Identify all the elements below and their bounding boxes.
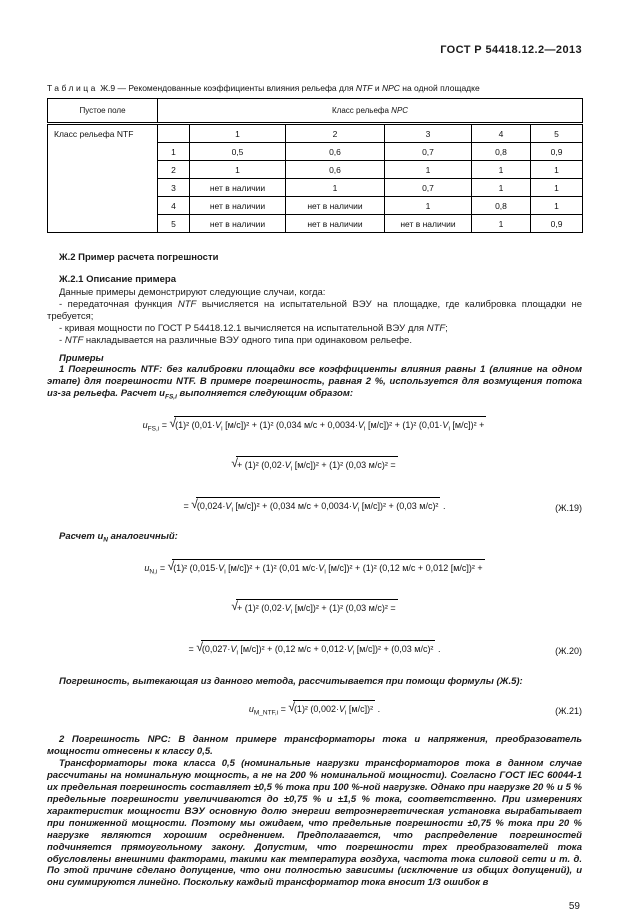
text-run: u xyxy=(159,388,165,400)
table-header-row xyxy=(48,99,583,124)
text-run: i xyxy=(364,425,366,433)
text-run: - кривая мощности по ГОСТ Р 54418.12.1 вычисляется на испытательной ВЭУ для xyxy=(59,322,427,334)
text-run: N xyxy=(103,536,108,544)
npc-col-header: 5 xyxy=(531,124,583,143)
text-run: NTF xyxy=(355,83,373,93)
text-run: аналогичный: xyxy=(107,531,178,543)
text-run: NTF xyxy=(64,334,84,346)
table-cell: 0,5 xyxy=(190,143,286,161)
formula-zh20 xyxy=(47,559,582,661)
table-cell: нет в наличии xyxy=(190,197,286,215)
formula-line xyxy=(47,640,582,661)
list-item-power-curve xyxy=(47,323,582,335)
table-cell: нет в наличии xyxy=(385,215,472,233)
sqrt-expression xyxy=(231,456,397,477)
sqrt-expression xyxy=(196,640,435,661)
text-run: i xyxy=(236,649,238,657)
text-run: i xyxy=(324,568,326,576)
text-run: [м/с])² xyxy=(346,703,374,714)
table-subheader-row xyxy=(48,124,583,143)
section-zh2-heading: Ж.2 Пример расчета погрешности xyxy=(59,252,219,263)
intro-paragraph: Данные примеры демонстрируют следующие случаи, когда: xyxy=(59,287,326,298)
sqrt-expression xyxy=(288,700,375,721)
text-run: (0,027· xyxy=(201,643,231,654)
sqrt-content xyxy=(236,599,398,620)
table-cell: нет в наличии xyxy=(286,215,385,233)
formula-line xyxy=(47,497,582,518)
text-run: i xyxy=(357,506,360,514)
table-cell: нет в наличии xyxy=(190,179,286,197)
text-run: N,i xyxy=(149,568,158,576)
radical-icon: √ xyxy=(288,699,295,714)
radical-icon: √ xyxy=(231,456,238,471)
text-run: Класс рельефа xyxy=(332,106,392,115)
text-run: (1)² (0,015· xyxy=(173,562,219,573)
table-cell: 0,8 xyxy=(472,197,531,215)
radical-icon: √ xyxy=(191,496,198,511)
section-zh21-heading: Ж.2.1 Описание примера xyxy=(59,274,177,285)
sqrt-content xyxy=(293,700,375,721)
sqrt-expression xyxy=(191,497,440,518)
table-cell: 1 xyxy=(472,161,531,179)
formula-zh19 xyxy=(47,416,582,518)
row-number-cell: 2 xyxy=(158,161,190,179)
table-cell: 0,9 xyxy=(531,143,583,161)
text-run: i xyxy=(352,649,355,657)
list-item-ntf-overlay xyxy=(47,335,582,347)
formula-zh21 xyxy=(47,700,582,721)
sqrt-expression xyxy=(169,416,486,437)
text-run: FS,i xyxy=(147,425,160,433)
formula-line xyxy=(47,416,582,437)
text-run: - передаточная функция xyxy=(59,298,178,310)
table-cell: 1 xyxy=(385,161,472,179)
text-run: и xyxy=(372,83,382,93)
text-run: (1)² (0,01· xyxy=(175,419,216,430)
page-number: 59 xyxy=(568,901,580,913)
table-cell: 1 xyxy=(531,161,583,179)
table-cell: 0,6 xyxy=(286,143,385,161)
text-run: . xyxy=(440,500,446,511)
transformers-paragraph: Трансформаторы тока класса 0,5 (номинальные нагрузки трансформаторов тока в данном случае рассчитаны на номинальную мощность, а не на 200 % номинальной мощности). Согласно ГОСТ IEC 60044-1 их предельная погрешность составляет ±0,5 % тока при 100 %-ной нагрузке. Однако при нагрузке 20 % и 5 % предельные погрешности увеличиваются до ±0,75 % и ±1,5 % тока, соответственно. При измерениях характеристик мощности ВЭУ основную долю энергии ветроэнергетическая установка вырабатывает при пониженной мощности. Поэтому мы ожидаем, что предельные погрешности ±0,75 % тока при 20 % нагрузке являются хорошим осреднением. Предполагается, что распределение погрешностей подчиняется прямоугольному закону. Допустим, что погрешности трех преобразователей тока обусловлены внешними факторами, такими как температура воздуха, частота тока силовой сети и т. д. По этой причине сделано допущение, что они полностью зависимы (исключение из общих допущений), и они суммируются линейно. Поскольку каждый трансформатор тока вносит 1/3 ошибок в xyxy=(47,758,582,889)
text-run: = xyxy=(159,419,170,430)
text-run: [м/с])² + (1)² (0,03 м/с)² = xyxy=(292,460,396,471)
text-run: = xyxy=(188,643,197,654)
text-run: [м/с])² + (1)² (0,034 м/с + 0,0034· xyxy=(222,419,358,430)
row-number-cell: 3 xyxy=(158,179,190,197)
formula-line xyxy=(47,599,582,620)
text-run: = xyxy=(278,703,289,714)
text-run: u xyxy=(142,419,148,430)
text-run: накладывается на различные ВЭУ одного типа при одинаковом рельефе. xyxy=(83,334,412,346)
text-run: i xyxy=(344,709,347,717)
table-cell: 1 xyxy=(531,197,583,215)
text-run: FS,i xyxy=(164,393,177,401)
document-code-header: ГОСТ Р 54418.12.2—2013 xyxy=(440,44,582,56)
equation-number-zh20: (Ж.20) xyxy=(555,646,582,657)
text-run: на одной площадке xyxy=(399,83,480,93)
text-run: V xyxy=(284,460,291,471)
table-cell: нет в наличии xyxy=(190,215,286,233)
formula-line xyxy=(47,456,582,477)
text-run: [м/с])² + (0,034 м/с + 0,0034· xyxy=(232,500,352,511)
text-run: V xyxy=(318,562,325,573)
text-run: Ж.9 — Рекомендованные коэффициенты влияния рельефа для xyxy=(97,83,356,93)
radical-icon: √ xyxy=(231,599,238,614)
npc-col-header: 2 xyxy=(286,124,385,143)
text-run: V xyxy=(338,703,345,714)
relief-coefficients-table xyxy=(47,98,583,233)
npc-col-header: 1 xyxy=(190,124,286,143)
table-cell: 1 xyxy=(385,197,472,215)
text-run: NPC xyxy=(381,83,400,93)
examples-heading: Примеры xyxy=(59,352,104,364)
text-run: Таблица xyxy=(47,83,98,93)
text-run: i xyxy=(224,568,226,576)
text-run: u xyxy=(97,531,104,543)
text-run: [м/с])² + (1)² (0,01· xyxy=(365,419,443,430)
text-run: V xyxy=(351,500,358,511)
text-run: [м/с])² + (0,03 м/с)² xyxy=(354,643,434,654)
text-run: [м/с])² + (1)² (0,01 м/с· xyxy=(225,562,319,573)
text-run: = xyxy=(157,562,168,573)
radical-icon: √ xyxy=(196,639,203,654)
formula-expression xyxy=(248,699,381,717)
text-run: выполняется следующим образом: xyxy=(176,388,354,400)
text-run: [м/с])² + (0,03 м/с)² xyxy=(359,500,439,511)
text-run: V xyxy=(442,419,449,430)
row-number-cell: 5 xyxy=(158,215,190,233)
text-run: + (1)² (0,02· xyxy=(236,603,285,614)
example-2-paragraph: 2 Погрешность NPC: В данном примере трансформаторы тока и напряжения, преобразователь мощности отнесены к классу 0,5. xyxy=(47,734,582,758)
text-run: i xyxy=(290,608,293,616)
text-run: = xyxy=(183,500,192,511)
sqrt-content xyxy=(196,497,441,518)
table-cell: 1 xyxy=(472,179,531,197)
text-run: вычисляется на испытательной ВЭУ на площадке, где калибровка площадки не требуется; xyxy=(47,298,582,322)
text-run: 1 Погрешность NTF: без калибровки площадки все коэффициенты влияния равны 1 (влияние на одном этапе) для погрешности NTF. В примере погрешность, равная 2 %, используется для возмущения потока из-за рельефа. Расчет xyxy=(47,364,582,400)
text-run: Расчет xyxy=(59,531,98,543)
sqrt-content xyxy=(201,640,436,661)
npc-class-header-cell xyxy=(158,99,583,124)
text-run: i xyxy=(231,506,233,514)
text-run: (0,024· xyxy=(196,500,226,511)
radical-icon: √ xyxy=(167,558,175,573)
list-item-ntf-function xyxy=(47,299,582,323)
table-cell: нет в наличии xyxy=(286,197,385,215)
table-cell: 0,7 xyxy=(385,179,472,197)
text-run: [м/с])² + (0,12 м/с + 0,012· xyxy=(237,643,347,654)
text-run: V xyxy=(346,643,353,654)
text-run: V xyxy=(284,603,291,614)
example-1-paragraph xyxy=(47,364,582,403)
text-run: + (1)² (0,02· xyxy=(236,460,285,471)
text-run: V xyxy=(230,643,237,654)
text-run: . xyxy=(375,703,381,714)
calc-un-paragraph xyxy=(47,531,582,546)
row-number-cell: 1 xyxy=(158,143,190,161)
text-run: V xyxy=(218,562,225,573)
ntf-class-label-cell: Класс рельефа NTF xyxy=(48,124,158,233)
text-run: V xyxy=(358,419,365,430)
text-run: NPC xyxy=(391,106,409,115)
table-cell: 0,7 xyxy=(385,143,472,161)
table-cell: 0,8 xyxy=(472,143,531,161)
equation-number-zh19: (Ж.19) xyxy=(555,503,582,514)
table-cell: 1 xyxy=(531,179,583,197)
text-run: [м/с])² + xyxy=(449,419,485,430)
sqrt-expression xyxy=(231,599,397,620)
text-run: V xyxy=(225,500,232,511)
radical-icon: √ xyxy=(169,415,177,430)
error-method-paragraph: Погрешность, вытекающая из данного метода, рассчитывается при помощи формулы (Ж.5): xyxy=(59,676,523,688)
sqrt-content xyxy=(174,416,486,437)
text-run: i xyxy=(290,465,293,473)
equation-number-zh21: (Ж.21) xyxy=(555,706,582,717)
text-run: i xyxy=(221,425,223,433)
npc-col-header: 3 xyxy=(385,124,472,143)
sqrt-content xyxy=(236,456,398,477)
formula-expression xyxy=(183,496,446,514)
text-run: u xyxy=(144,562,150,573)
table-cell: 1 xyxy=(286,179,385,197)
row-number-cell: 4 xyxy=(158,197,190,215)
text-run: u xyxy=(248,703,254,714)
text-run: - xyxy=(59,334,65,346)
text-run: V xyxy=(215,419,222,430)
text-run: NTF xyxy=(426,322,446,334)
text-run: NTF xyxy=(177,298,197,310)
sqrt-expression xyxy=(168,559,485,580)
formula-line xyxy=(47,559,582,580)
formula-line xyxy=(47,700,582,721)
text-run: i xyxy=(448,425,450,433)
table-caption xyxy=(47,83,582,93)
text-run: . xyxy=(435,643,441,654)
table-cell: 1 xyxy=(472,215,531,233)
corner-cell xyxy=(158,124,190,143)
table-cell: 0,6 xyxy=(286,161,385,179)
text-run: ; xyxy=(445,322,448,334)
npc-col-header: 4 xyxy=(472,124,531,143)
formula-expression xyxy=(188,639,441,657)
text-run: (1)² (0,002· xyxy=(293,703,339,714)
table-cell: 1 xyxy=(190,161,286,179)
text-run: [м/с])² + (1)² (0,03 м/с)² = xyxy=(292,603,396,614)
sqrt-content xyxy=(172,559,484,580)
text-run: [м/с])² + (1)² (0,12 м/с + 0,012 [м/с])² + xyxy=(325,562,483,573)
empty-field-header-cell: Пустое поле xyxy=(48,99,158,124)
table-cell: 0,9 xyxy=(531,215,583,233)
text-run: M_NTF,i xyxy=(253,709,279,717)
